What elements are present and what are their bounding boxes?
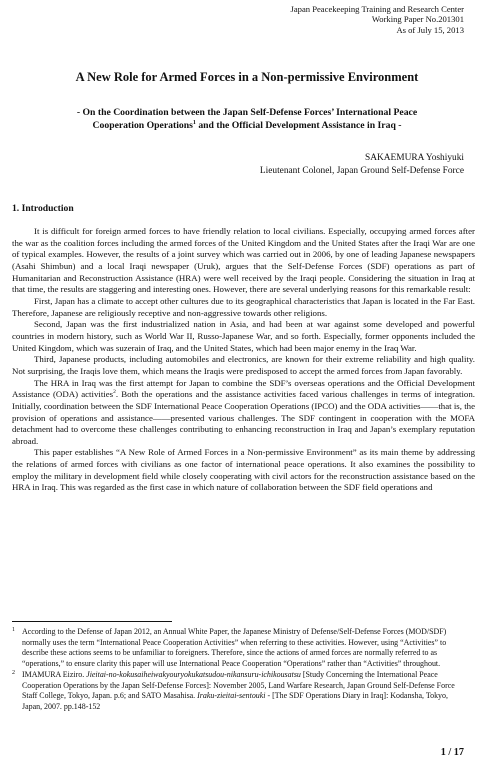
subtitle-line-2: [30, 119, 464, 132]
footnotes: [12, 627, 464, 713]
subtitle-text-a: Cooperation Operations: [92, 120, 193, 131]
paper-title: A New Role for Armed Forces in a Non-permissive Environment: [75, 70, 419, 84]
running-header: [291, 4, 465, 35]
paragraph-5: [12, 378, 475, 448]
author-affiliation: Lieutenant Colonel, Japan Ground Self-Defense Force: [259, 166, 464, 176]
footnote-2-text-b: [Study Concerning the International Peace Cooperation Operations by the Japan Self-Defense Forces]: November 2005, Land Warfare Research, Japan Ground Self-Defense Force Staff College, Tokyo, Japan. p.6; and SATO Masahisa.: [22, 669, 455, 701]
header-organization: Japan Peacekeeping Training and Research Center: [290, 4, 464, 14]
body-text: [12, 226, 475, 494]
footnote-2-title-japanese: Jieitai-no-kokusaiheiwakyouryokukatsudou-nikansuru-ichikousatsu: [86, 669, 301, 679]
footnote-1-mark: 1: [12, 627, 15, 633]
page-number: 1 / 17: [440, 747, 464, 758]
footnote-1-text: According to the Defense of Japan 2012, an Annual White Paper, the Japanese Ministry of Defense/Self-Defense Forces (MOD/SDF) normally uses the term “International Peace Cooperation Activities” when referring to these activities. However, using “Activities” to describe these actions seems to be unfamiliar to foreigners. Therefore, since the actions of armed forces are normally referred to as “operations,” to ensure clarity this paper will use International Peace Cooperation “Operations” rather than “Activities” throughout.: [22, 627, 447, 669]
author-name: SAKAEMURA Yoshiyuki: [365, 153, 464, 163]
footnote-2-text-c: - [The SDF Operations Diary in Iraq]: Kodansha, Tokyo, Japan, 2007. pp.148-152: [22, 691, 448, 711]
section-heading: 1. Introduction: [12, 203, 74, 214]
paragraph-4: Third, Japanese products, including automobiles and electronics, are known for their extreme reliability and high quality. Not surprising, the Iraqis love them, which means the Iraqis were predisposed to accept the armed forces from Japan favorably.: [12, 354, 475, 376]
paragraph-6: This paper establishes “A New Role of Armed Forces in a Non-permissive Environment” as its main theme by addressing the relations of armed forces with civilians as one factor of international peace operations. It also examines the possibility to employ the military in development field while closely cooperating with civil actors for the reconstruction assistance based on the HRA in Iraq. This was regarded as the first case in which nature of collaboration between the SDF field operations and: [12, 447, 475, 493]
footnote-1: [12, 627, 464, 670]
subtitle-text-b: and the Official Development Assistance in Iraq -: [195, 120, 402, 131]
author-block: [260, 152, 464, 178]
paragraph-2: First, Japan has a climate to accept other cultures due to its geographical characteristics that Japan is located in the Far East. Therefore, Japanese are religiously receptive and non-aggressive towards other religions.: [12, 295, 475, 318]
paragraph-5-text-a: The HRA in Iraq was the first attempt for Japan to combine the SDF’s overseas operations and the Official Development Assistance (ODA) activities: [12, 377, 475, 400]
header-date: As of July 15, 2013: [396, 24, 464, 35]
footnote-2-title-diary: Iraku-zieitai-sentouki: [197, 691, 266, 701]
footnote-ref-1: 1: [192, 119, 196, 126]
subtitle-line-1: - On the Coordination between the Japan Self-Defense Forces’ International Peace: [76, 107, 418, 118]
paragraph-3: Second, Japan was the first industrialized nation in Asia, and had been at war against some developed and powerful countries in modern history, such as World War II, Russo-Japanese War, and so forth. Especially, former opponents included the United Kingdom, which was suzerain of Iraq, and the United States, which had been major enemy in the Iraq War.: [12, 319, 475, 353]
header-paper-number: Working Paper No.201301: [371, 14, 464, 25]
paper-subtitle: [30, 106, 464, 132]
footnote-2-text-a: IMAMURA Eiziro.: [22, 669, 87, 679]
footnote-separator: [12, 621, 172, 622]
footnote-ref-2: 2: [113, 389, 116, 396]
footnote-2: [12, 670, 464, 713]
paragraph-1: It is difficult for foreign armed forces to have friendly relation to local civilians. Especially, occupying armed forces after the war as the coalition forces including the armed forces of the United Kingdom and the United States after the Iraqi War are one of typical examples. However, the results of a joint survey which was carried out in 2006, by one of leading Japanese newspapers (Asahi Shimbun) and a local Iraqi newspaper (Uruk), argues that the Self-Defense Forces (SDF) operations as part of Humanitarian and Reconstruction Assistance (HRA) were well received by the Iraqi people. Considering the situation in Iraq at that time, the results are staggering and interesting ones. However, there are several underlying reasons for this remarkable result:: [12, 226, 475, 295]
paragraph-5-text-b: . Both the operations and the assistance activities faced various challenges in terms of integration. Initially, coordination between the SDF International Peace Cooperation Operations (IPCO) and the ODA activities――that is, the provision of operations and assistance――presented various challenges. The SDF contingent in cooperation with the MOFA detachment had to overcome these challenges contributing to enhancing reconstruction in Iraq and Japan’s exemplary reputation abroad.: [12, 389, 475, 446]
footnote-2-mark: 2: [12, 669, 15, 676]
